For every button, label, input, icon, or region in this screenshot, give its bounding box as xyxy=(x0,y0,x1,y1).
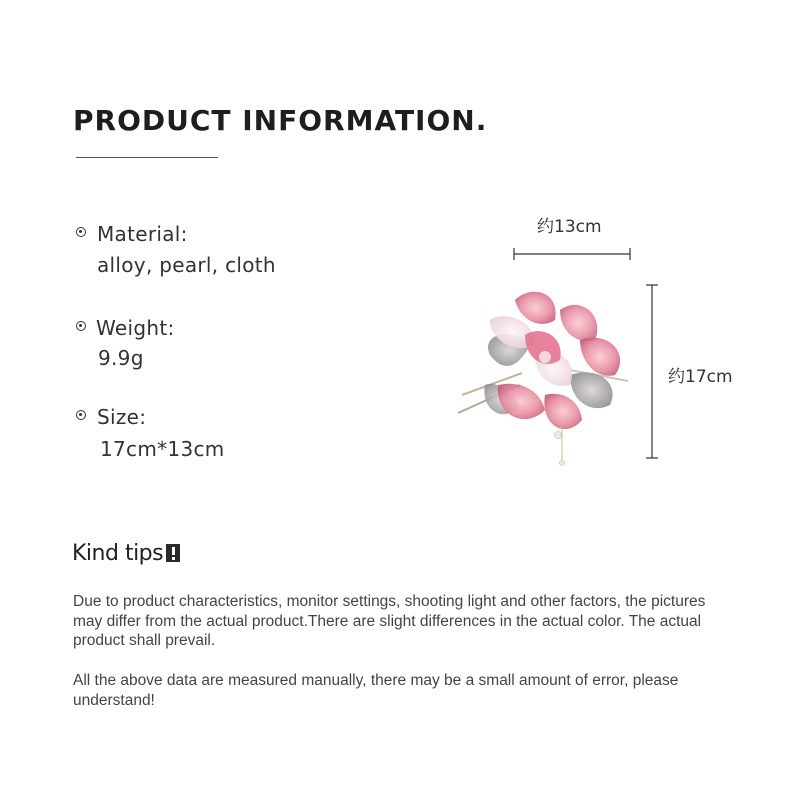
tips-paragraph-1: Due to product characteristics, monitor settings, shooting light and other factors, the pictures may differ from the actual product.There are slight differences in the actual color. The actual product shall prevail. xyxy=(73,593,706,649)
spec-label: Material: xyxy=(97,222,188,246)
bullet-icon xyxy=(76,227,86,237)
height-dimension-label: 约17cm xyxy=(668,367,733,387)
kind-tips-heading xyxy=(72,541,180,566)
kind-tips-title: Kind tips xyxy=(72,541,164,566)
bullet-icon xyxy=(76,321,86,331)
width-dimension-label: 约13cm xyxy=(537,217,602,237)
spec-label: Weight: xyxy=(96,316,175,340)
spec-value: 17cm*13cm xyxy=(100,437,225,461)
title-underline xyxy=(76,157,218,158)
spec-value: alloy, pearl, cloth xyxy=(97,253,276,277)
spec-label: Size: xyxy=(97,405,147,429)
spec-value: 9.9g xyxy=(98,346,144,370)
exclamation-icon xyxy=(166,544,180,562)
page-title: PRODUCT INFORMATION. xyxy=(73,104,488,137)
tips-paragraph-2: All the above data are measured manually, there may be a small amount of error, please understand! xyxy=(73,672,679,709)
height-dimension-line xyxy=(644,282,660,462)
product-flower-image xyxy=(450,285,640,475)
width-dimension-line xyxy=(510,246,634,262)
bullet-icon xyxy=(76,410,86,420)
